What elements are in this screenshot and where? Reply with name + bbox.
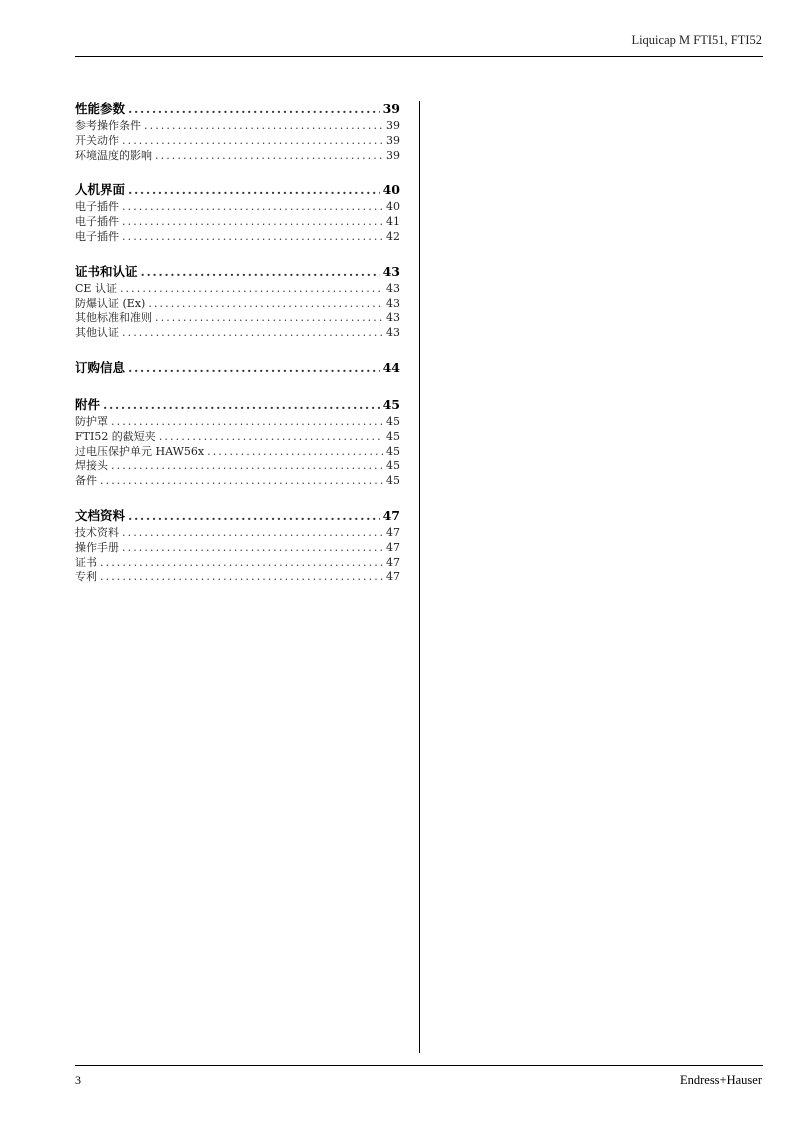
toc-page-number: 39 [382,101,400,116]
dot-leader [122,526,383,539]
dot-leader [103,397,380,412]
toc-entry[interactable] [75,324,400,339]
toc-section [75,180,400,242]
toc-entry[interactable] [75,413,400,428]
toc-entry[interactable] [75,228,400,243]
toc-entry-label: 电子插件 [75,229,119,243]
toc-page-number: 47 [386,540,400,554]
footer-brand: Endress+Hauser [679,1073,762,1087]
dot-leader [122,230,383,243]
toc-section-title: 证书和认证 [75,263,138,279]
toc-section [75,99,400,161]
toc-entry-label: 开关动作 [75,133,119,147]
toc-entry-label: 防护罩 [75,414,108,428]
toc-section [75,262,400,339]
toc-section-heading[interactable] [75,262,400,280]
toc-section-title: 订购信息 [75,359,126,375]
toc-section-title: 性能参数 [75,101,126,116]
toc-entry-label: CE 认证 [75,281,117,295]
toc-page-number: 45 [386,414,400,428]
toc-page-number: 47 [386,525,400,539]
toc-entry[interactable] [75,568,400,583]
toc-page-number: 43 [386,326,400,339]
toc-entry-label: FTI52 的截短夹 [75,429,156,443]
toc-section-heading[interactable] [75,180,400,198]
dot-leader [122,541,383,554]
page-number: 3 [75,1073,81,1087]
column-divider [419,101,420,1053]
toc-page-number: 39 [386,119,400,132]
header-rule [75,56,763,57]
toc-section-heading[interactable] [75,395,400,413]
toc-page-number: 43 [382,263,400,279]
toc-entry-label: 证书 [75,555,97,569]
toc-entry-label: 操作手册 [75,540,119,554]
toc-entry[interactable] [75,472,400,487]
table-of-contents [75,99,400,602]
toc-section [75,395,400,487]
toc-page-number: 40 [386,200,400,214]
toc-page-number: 47 [386,570,400,584]
toc-entry[interactable] [75,554,400,569]
toc-entry[interactable] [75,524,400,539]
toc-page-number: 44 [382,359,400,375]
toc-entry[interactable] [75,147,400,162]
toc-page-number: 43 [386,296,400,310]
dot-leader [155,149,383,162]
dot-leader [100,474,383,487]
toc-entry-label: 专利 [75,570,97,584]
toc-entry-label: 防爆认证 (Ex) [75,296,146,310]
toc-entry[interactable] [75,132,400,147]
toc-entry[interactable] [75,443,400,458]
toc-entry-label: 备件 [75,474,97,487]
toc-page-number: 42 [386,229,400,243]
dot-leader [128,508,380,523]
dot-leader [100,570,383,583]
dot-leader [144,119,383,132]
toc-entry-label: 技术资料 [75,525,119,539]
toc-page-number: 39 [386,133,400,147]
toc-page-number: 43 [386,311,400,325]
footer-rule [75,1065,763,1066]
toc-page-number: 45 [386,459,400,473]
toc-page-number: 39 [386,148,400,162]
toc-page-number: 41 [386,215,400,228]
dot-leader [100,556,383,569]
toc-entry-label: 其他标准和准则 [75,311,152,325]
toc-page-number: 45 [386,474,400,487]
toc-entry-label: 电子插件 [75,200,119,214]
toc-page-number: 45 [382,396,400,412]
dot-leader [148,297,383,310]
toc-entry-label: 环境温度的影响 [75,148,152,162]
dot-leader [128,101,380,116]
toc-page-number: 40 [382,182,400,198]
toc-page-number: 45 [386,429,400,443]
toc-entry[interactable] [75,539,400,554]
toc-page-number: 47 [382,507,400,523]
dot-leader [128,360,380,375]
toc-section [75,358,400,376]
dot-leader [111,459,383,472]
toc-entry[interactable] [75,428,400,443]
toc-section-title: 附件 [75,396,101,412]
dot-leader [111,415,383,428]
dot-leader [155,311,383,324]
toc-section-heading[interactable] [75,358,400,376]
toc-section-heading[interactable] [75,506,400,524]
dot-leader [120,282,383,295]
dot-leader [141,264,380,279]
toc-entry[interactable] [75,117,400,132]
toc-entry-label: 其他认证 [75,326,119,339]
dot-leader [128,182,380,197]
toc-section-heading[interactable] [75,99,400,117]
toc-entry-label: 焊接头 [75,459,108,473]
toc-entry[interactable] [75,198,400,213]
toc-entry-label: 参考操作条件 [75,119,141,132]
toc-section-title: 文档资料 [75,507,126,523]
toc-section [75,506,400,583]
toc-entry-label: 过电压保护单元 HAW56x [75,444,205,458]
toc-page-number: 45 [386,444,400,458]
dot-leader [122,215,383,228]
dot-leader [207,445,383,458]
toc-section-title: 人机界面 [75,182,126,198]
dot-leader [122,200,383,213]
toc-entry[interactable] [75,213,400,228]
toc-page-number: 43 [386,281,400,295]
dot-leader [122,326,383,339]
toc-entry[interactable] [75,309,400,324]
toc-entry[interactable] [75,295,400,310]
toc-page-number: 47 [386,555,400,569]
dot-leader [122,134,383,147]
toc-entry[interactable] [75,457,400,472]
toc-entry-label: 电子插件 [75,215,119,228]
dot-leader [159,430,383,443]
toc-entry[interactable] [75,280,400,295]
document-header-title: Liquicap M FTI51, FTI52 [631,33,762,47]
